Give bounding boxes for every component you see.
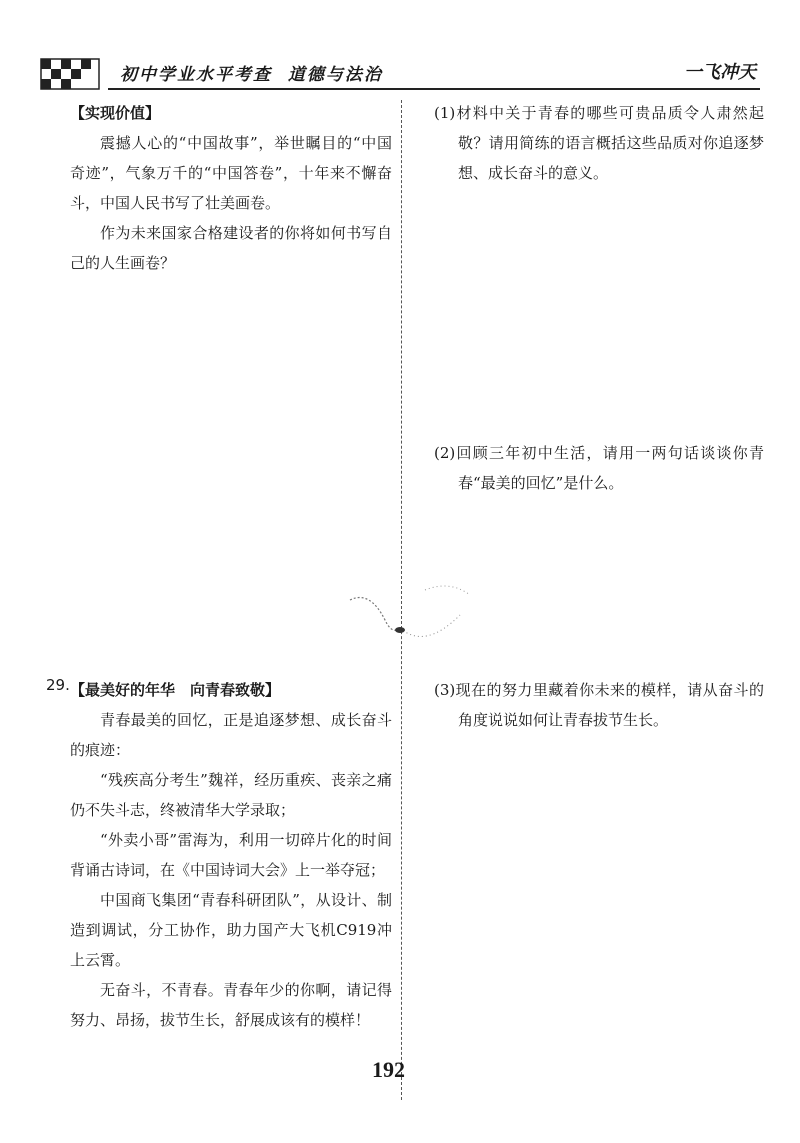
question-number: 29. — [46, 676, 70, 694]
sub-question-2 — [434, 438, 764, 498]
question-paragraph: “外卖小哥”雷海为，利用一切碎片化的时间背诵古诗词，在《中国诗词大会》上一举夺冠； — [70, 831, 392, 879]
section-heading: 【实现价值】 — [70, 104, 161, 122]
section-paragraph: 作为未来国家合格建设者的你将如何书写自己的人生画卷？ — [70, 224, 392, 272]
question-paragraph: 中国商飞集团“青春科研团队”，从设计、制造到调试，分工协作，助力国产大飞机C919冲上云霄。 — [70, 891, 392, 969]
sub-question-text: (3)现在的努力里藏着你未来的模样，请从奋斗的角度说说如何让青春拔节生长。 — [434, 681, 764, 729]
question-paragraph: 无奋斗，不青春。青春年少的你啊，请记得努力、昂扬，拔节生长，舒展成该有的模样！ — [70, 981, 392, 1029]
page-number: 192 — [372, 1057, 405, 1082]
section-paragraph: 震撼人心的“中国故事”，举世瞩目的“中国奇迹”，气象万千的“中国答卷”，十年来不懈奋斗，中国人民书写了壮美画卷。 — [70, 134, 392, 212]
sub-question-text: (2)回顾三年初中生活，请用一两句话谈谈你青春“最美的回忆”是什么。 — [434, 444, 764, 492]
sub-question-1 — [434, 98, 764, 188]
header-brand: 一飞冲天 — [684, 62, 756, 83]
question-heading: 【最美好的年华 向青春致敬】 — [70, 681, 281, 699]
question-paragraph: 青春最美的回忆，正是追逐梦想、成长奋斗的痕迹： — [70, 711, 392, 759]
header-title: 初中学业水平考查 道德与法治 — [120, 65, 383, 85]
sub-question-text: (1)材料中关于青春的哪些可贵品质令人肃然起敬？请用简练的语言概括这些品质对你追逐梦想、成长奋斗的意义。 — [434, 104, 764, 182]
question-paragraph: “残疾高分考生”魏祥，经历重疾、丧亲之痛仍不失斗志，终被清华大学录取； — [70, 771, 392, 819]
page-header — [38, 54, 760, 94]
left-section-value — [70, 98, 392, 278]
header-rule — [108, 88, 760, 90]
scan-smudge-mark — [330, 560, 500, 680]
sub-question-3 — [434, 675, 764, 735]
left-question-29 — [70, 675, 392, 1035]
chessboard-logo-icon — [40, 58, 100, 90]
